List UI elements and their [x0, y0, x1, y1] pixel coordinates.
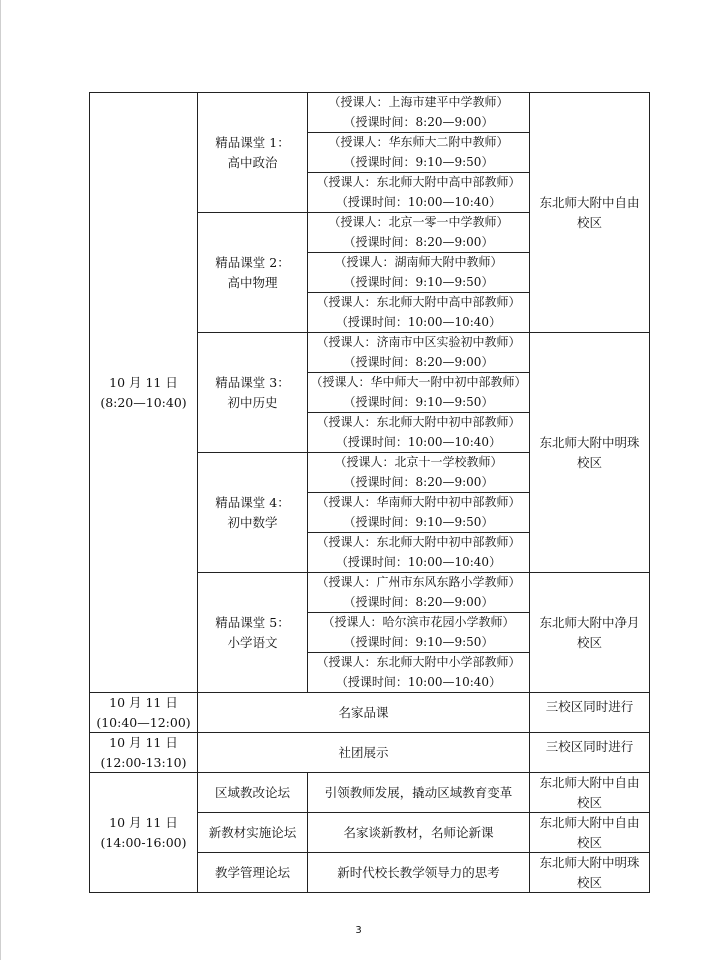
- class-1-title: 精品课堂 1：: [215, 135, 290, 150]
- slot-teacher: （授课人：广州市东风东路小学教师）: [316, 575, 521, 589]
- class-1-slot-3: [308, 173, 530, 213]
- class-1-cell: [198, 93, 308, 213]
- class-4-title: 精品课堂 4：: [215, 495, 290, 510]
- class-3-cell: [198, 333, 308, 453]
- class-5-subject: 小学语文: [227, 634, 278, 650]
- page-left-edge: [0, 0, 1, 960]
- forum-3-venue: [530, 853, 650, 893]
- venue-1-line2: 校区: [576, 214, 602, 230]
- slot-time: （授课时间：8:20—9:00）: [343, 594, 494, 609]
- slot-time: （授课时间：9:10—9:50）: [343, 634, 494, 649]
- slot-time: （授课时间：8:20—9:00）: [343, 474, 494, 489]
- venue-3-line2: 校区: [576, 634, 602, 650]
- slot-time: （授课时间：10:00—10:40）: [335, 674, 502, 689]
- venue-2-cell: [530, 333, 650, 573]
- slot-time: （授课时间：10:00—10:40）: [335, 314, 502, 329]
- class-4-slot-3: [308, 533, 530, 573]
- slot-time: （授课时间：8:20—9:00）: [343, 354, 494, 369]
- slot-teacher: （授课人：华东师大二附中教师）: [328, 135, 509, 149]
- class-3-subject: 初中历史: [227, 394, 278, 410]
- slot-teacher: （授课人：华中师大一附中初中部教师）: [310, 375, 527, 389]
- slot-time: （授课时间：10:00—10:40）: [335, 194, 502, 209]
- slot-teacher: （授课人：东北师大附中初中部教师）: [316, 415, 521, 429]
- venue-2-line2: 校区: [576, 454, 602, 470]
- forum-3-theme: 新时代校长教学领导力的思考: [308, 853, 530, 893]
- slot-time: （授课时间：9:10—9:50）: [343, 514, 494, 529]
- forum-1-venue-line1: 东北师大附中自由: [539, 775, 640, 790]
- slot-teacher: （授课人：上海市建平中学教师）: [328, 95, 509, 109]
- block3-date-cell: [90, 733, 198, 773]
- class-2-slot-1: [308, 213, 530, 253]
- forum-1-name: 区域教改论坛: [198, 773, 308, 813]
- block2-venue: 三校区同时进行: [530, 693, 650, 733]
- block1-date-cell: [90, 93, 198, 693]
- class-1-subject: 高中政治: [227, 154, 278, 170]
- block2-date-cell: [90, 693, 198, 733]
- class-2-cell: [198, 213, 308, 333]
- class-4-slot-2: [308, 493, 530, 533]
- class-5-slot-2: [308, 613, 530, 653]
- block4-date-cell: [90, 773, 198, 893]
- block1-date: 10 月 11 日: [109, 375, 178, 390]
- block2-activity: 名家品课: [198, 693, 530, 733]
- class-2-slot-2: [308, 253, 530, 293]
- block4-time: (14:00-16:00): [100, 834, 187, 850]
- forum-2-venue-line2: 校区: [576, 834, 602, 850]
- class-2-subject: 高中物理: [227, 274, 278, 290]
- class-4-subject: 初中数学: [227, 514, 278, 530]
- slot-time: （授课时间：10:00—10:40）: [335, 554, 502, 569]
- slot-teacher: （授课人：东北师大附中小学部教师）: [316, 655, 521, 669]
- block2-time: (10:40—12:00): [96, 714, 191, 730]
- class-3-slot-1: [308, 333, 530, 373]
- class-4-cell: [198, 453, 308, 573]
- class-5-title: 精品课堂 5：: [215, 615, 290, 630]
- forum-2-venue-line1: 东北师大附中自由: [539, 815, 640, 830]
- forum-1-theme: 引领教师发展，撬动区域教育变革: [308, 773, 530, 813]
- slot-time: （授课时间：9:10—9:50）: [343, 154, 494, 169]
- block3-time: (12:00-13:10): [100, 754, 187, 770]
- forum-2-theme: 名家谈新教材，名师论新课: [308, 813, 530, 853]
- forum-3-venue-line2: 校区: [576, 874, 602, 890]
- block4-date: 10 月 11 日: [109, 815, 178, 830]
- class-1-slot-1: [308, 93, 530, 133]
- schedule-table: [89, 92, 650, 893]
- class-3-title: 精品课堂 3：: [215, 375, 290, 390]
- block1-time: (8:20—10:40): [100, 394, 187, 410]
- slot-teacher: （授课人：东北师大附中初中部教师）: [316, 535, 521, 549]
- forum-3-name: 教学管理论坛: [198, 853, 308, 893]
- slot-time: （授课时间：9:10—9:50）: [343, 274, 494, 289]
- slot-teacher: （授课人：湖南师大附中教师）: [334, 255, 503, 269]
- slot-teacher: （授课人：北京一零一中学教师）: [328, 215, 509, 229]
- slot-teacher: （授课人：济南市中区实验初中教师）: [316, 335, 521, 349]
- venue-2-line1: 东北师大附中明珠: [539, 435, 640, 450]
- block3-date: 10 月 11 日: [109, 735, 178, 750]
- class-3-slot-3: [308, 413, 530, 453]
- venue-3-cell: [530, 573, 650, 693]
- forum-2-venue: [530, 813, 650, 853]
- class-2-slot-3: [308, 293, 530, 333]
- slot-time: （授课时间：10:00—10:40）: [335, 434, 502, 449]
- class-1-slot-2: [308, 133, 530, 173]
- class-5-slot-1: [308, 573, 530, 613]
- class-5-cell: [198, 573, 308, 693]
- class-2-title: 精品课堂 2：: [215, 255, 290, 270]
- venue-1-line1: 东北师大附中自由: [539, 195, 640, 210]
- slot-teacher: （授课人：东北师大附中高中部教师）: [316, 295, 521, 309]
- slot-time: （授课时间：9:10—9:50）: [343, 394, 494, 409]
- slot-teacher: （授课人：东北师大附中高中部教师）: [316, 175, 521, 189]
- block2-date: 10 月 11 日: [109, 695, 178, 710]
- class-5-slot-3: [308, 653, 530, 693]
- page-number: 3: [355, 925, 362, 936]
- slot-teacher: （授课人：哈尔滨市花园小学教师）: [322, 615, 515, 629]
- block3-venue: 三校区同时进行: [530, 733, 650, 773]
- forum-1-venue: [530, 773, 650, 813]
- slot-time: （授课时间：8:20—9:00）: [343, 114, 494, 129]
- venue-1-cell: [530, 93, 650, 333]
- slot-time: （授课时间：8:20—9:00）: [343, 234, 494, 249]
- class-3-slot-2: [308, 373, 530, 413]
- forum-1-venue-line2: 校区: [576, 794, 602, 810]
- venue-3-line1: 东北师大附中净月: [539, 615, 640, 630]
- class-4-slot-1: [308, 453, 530, 493]
- slot-teacher: （授课人：北京十一学校教师）: [334, 455, 503, 469]
- forum-2-name: 新教材实施论坛: [198, 813, 308, 853]
- slot-teacher: （授课人：华南师大附中初中部教师）: [316, 495, 521, 509]
- forum-3-venue-line1: 东北师大附中明珠: [539, 855, 640, 870]
- block3-activity: 社团展示: [198, 733, 530, 773]
